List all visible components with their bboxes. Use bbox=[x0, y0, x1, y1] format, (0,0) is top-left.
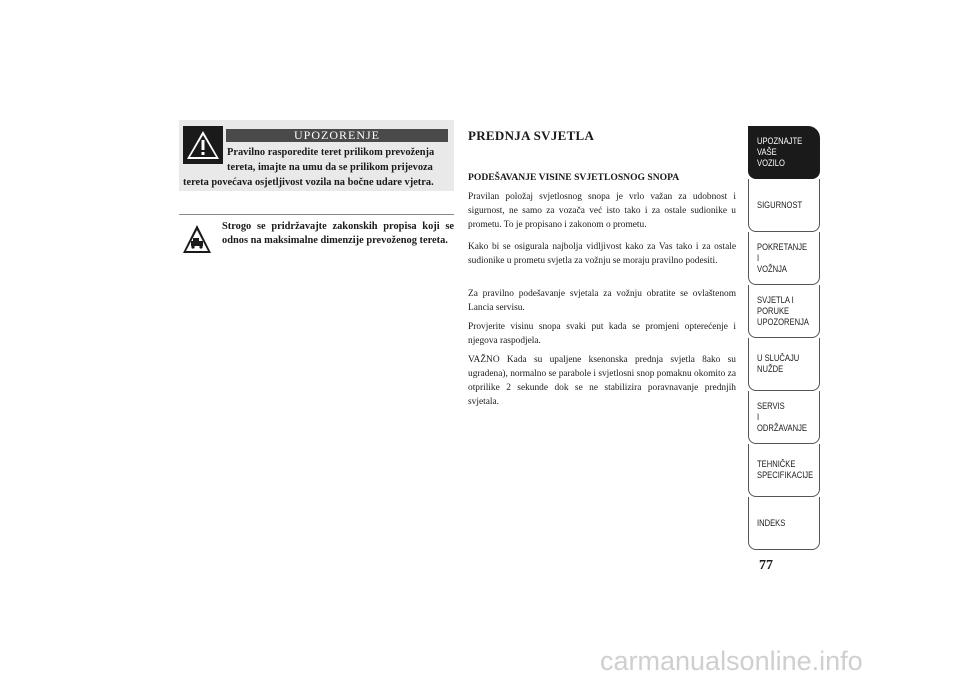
tab-label: INDEKS bbox=[757, 517, 786, 529]
tab-servis-i-odrzavanje[interactable] bbox=[748, 391, 820, 444]
page-number: 77 bbox=[759, 558, 773, 573]
tab-label: POKRETANJE I VOŽNJA bbox=[757, 241, 808, 275]
paragraph-1: Pravilan položaj svjetlosnog snopa je vrlo važan za udobnost i sigurnost, ne samo za vozača već isto tako i za ostale sudionike u prometu. To je propisano i zakonom o prometu. bbox=[468, 192, 736, 230]
paragraph-4: Provjerite visinu snopa svaki put kada se promjeni opterećenje i njegova raspodjela. bbox=[468, 322, 736, 346]
tab-label: UPOZNAJTE VAŠE VOZILO bbox=[757, 135, 803, 169]
warning-line-1: Pravilno rasporedite teret prilikom prevoženja bbox=[227, 147, 435, 158]
paragraph-3: Za pravilno podešavanje svjetala za vožnju obratite se ovlaštenom Lancia servisu. bbox=[468, 289, 736, 313]
tab-indeks[interactable] bbox=[748, 497, 820, 550]
warning-line-3: tereta povećava osjetljivost vozila na bočne udare vjetra. bbox=[183, 177, 434, 188]
tab-u-slucaju-nuzde[interactable] bbox=[748, 338, 820, 391]
tab-upoznajte-vase-vozilo[interactable] bbox=[748, 126, 820, 179]
paragraph-2: Kako bi se osigurala najbolja vidljivost kako za Vas tako i za ostale sudionike u prometu svjetla za vožnju se moraju pravilno podesiti. bbox=[468, 242, 736, 266]
tab-label: U SLUČAJU NUŽDE bbox=[757, 353, 800, 375]
tab-pokretanje-i-voznja[interactable] bbox=[748, 232, 820, 285]
section-subtitle: PODEŠAVANJE VISINE SVJETLOSNOG SNOPA bbox=[468, 172, 680, 183]
warning-header: UPOZORENJE bbox=[226, 129, 448, 142]
divider bbox=[179, 214, 454, 215]
tab-sigurnost[interactable] bbox=[748, 179, 820, 232]
watermark: carmanualsonline.info bbox=[600, 646, 863, 676]
warning-text bbox=[183, 145, 449, 190]
tab-label: TEHNIČKE SPECIFIKACIJE bbox=[757, 459, 814, 481]
tab-label: SVJETLA I PORUKE UPOZORENJA bbox=[757, 294, 809, 328]
vehicle-load-icon bbox=[182, 224, 212, 254]
tab-label: SERVIS I ODRŽAVANJE bbox=[757, 400, 807, 434]
tab-label: SIGURNOST bbox=[757, 199, 803, 211]
tab-svjetla-i-poruke[interactable] bbox=[748, 285, 820, 338]
paragraph-5: VAŽNO Kada su upaljene ksenonska prednja svjetla 8ako su ugradena), normalno se parabole i svjetlosni snop pomaknu okomito za otprilike 2 sekunde dok se ne stabilizira poravnavanje prednjih svjetala. bbox=[468, 355, 736, 407]
warning-line-2: tereta, imajte na umu da se prilikom prijevoza bbox=[227, 162, 433, 173]
note-text: Strogo se pridržavajte zakonskih propisa koji se odnos na maksimalne dimenzije prevoženog tereta. bbox=[222, 221, 454, 246]
section-title: PREDNJA SVJETLA bbox=[468, 128, 595, 143]
tab-tehnicke-specifikacije[interactable] bbox=[748, 444, 820, 497]
chapter-tabs bbox=[748, 126, 820, 550]
